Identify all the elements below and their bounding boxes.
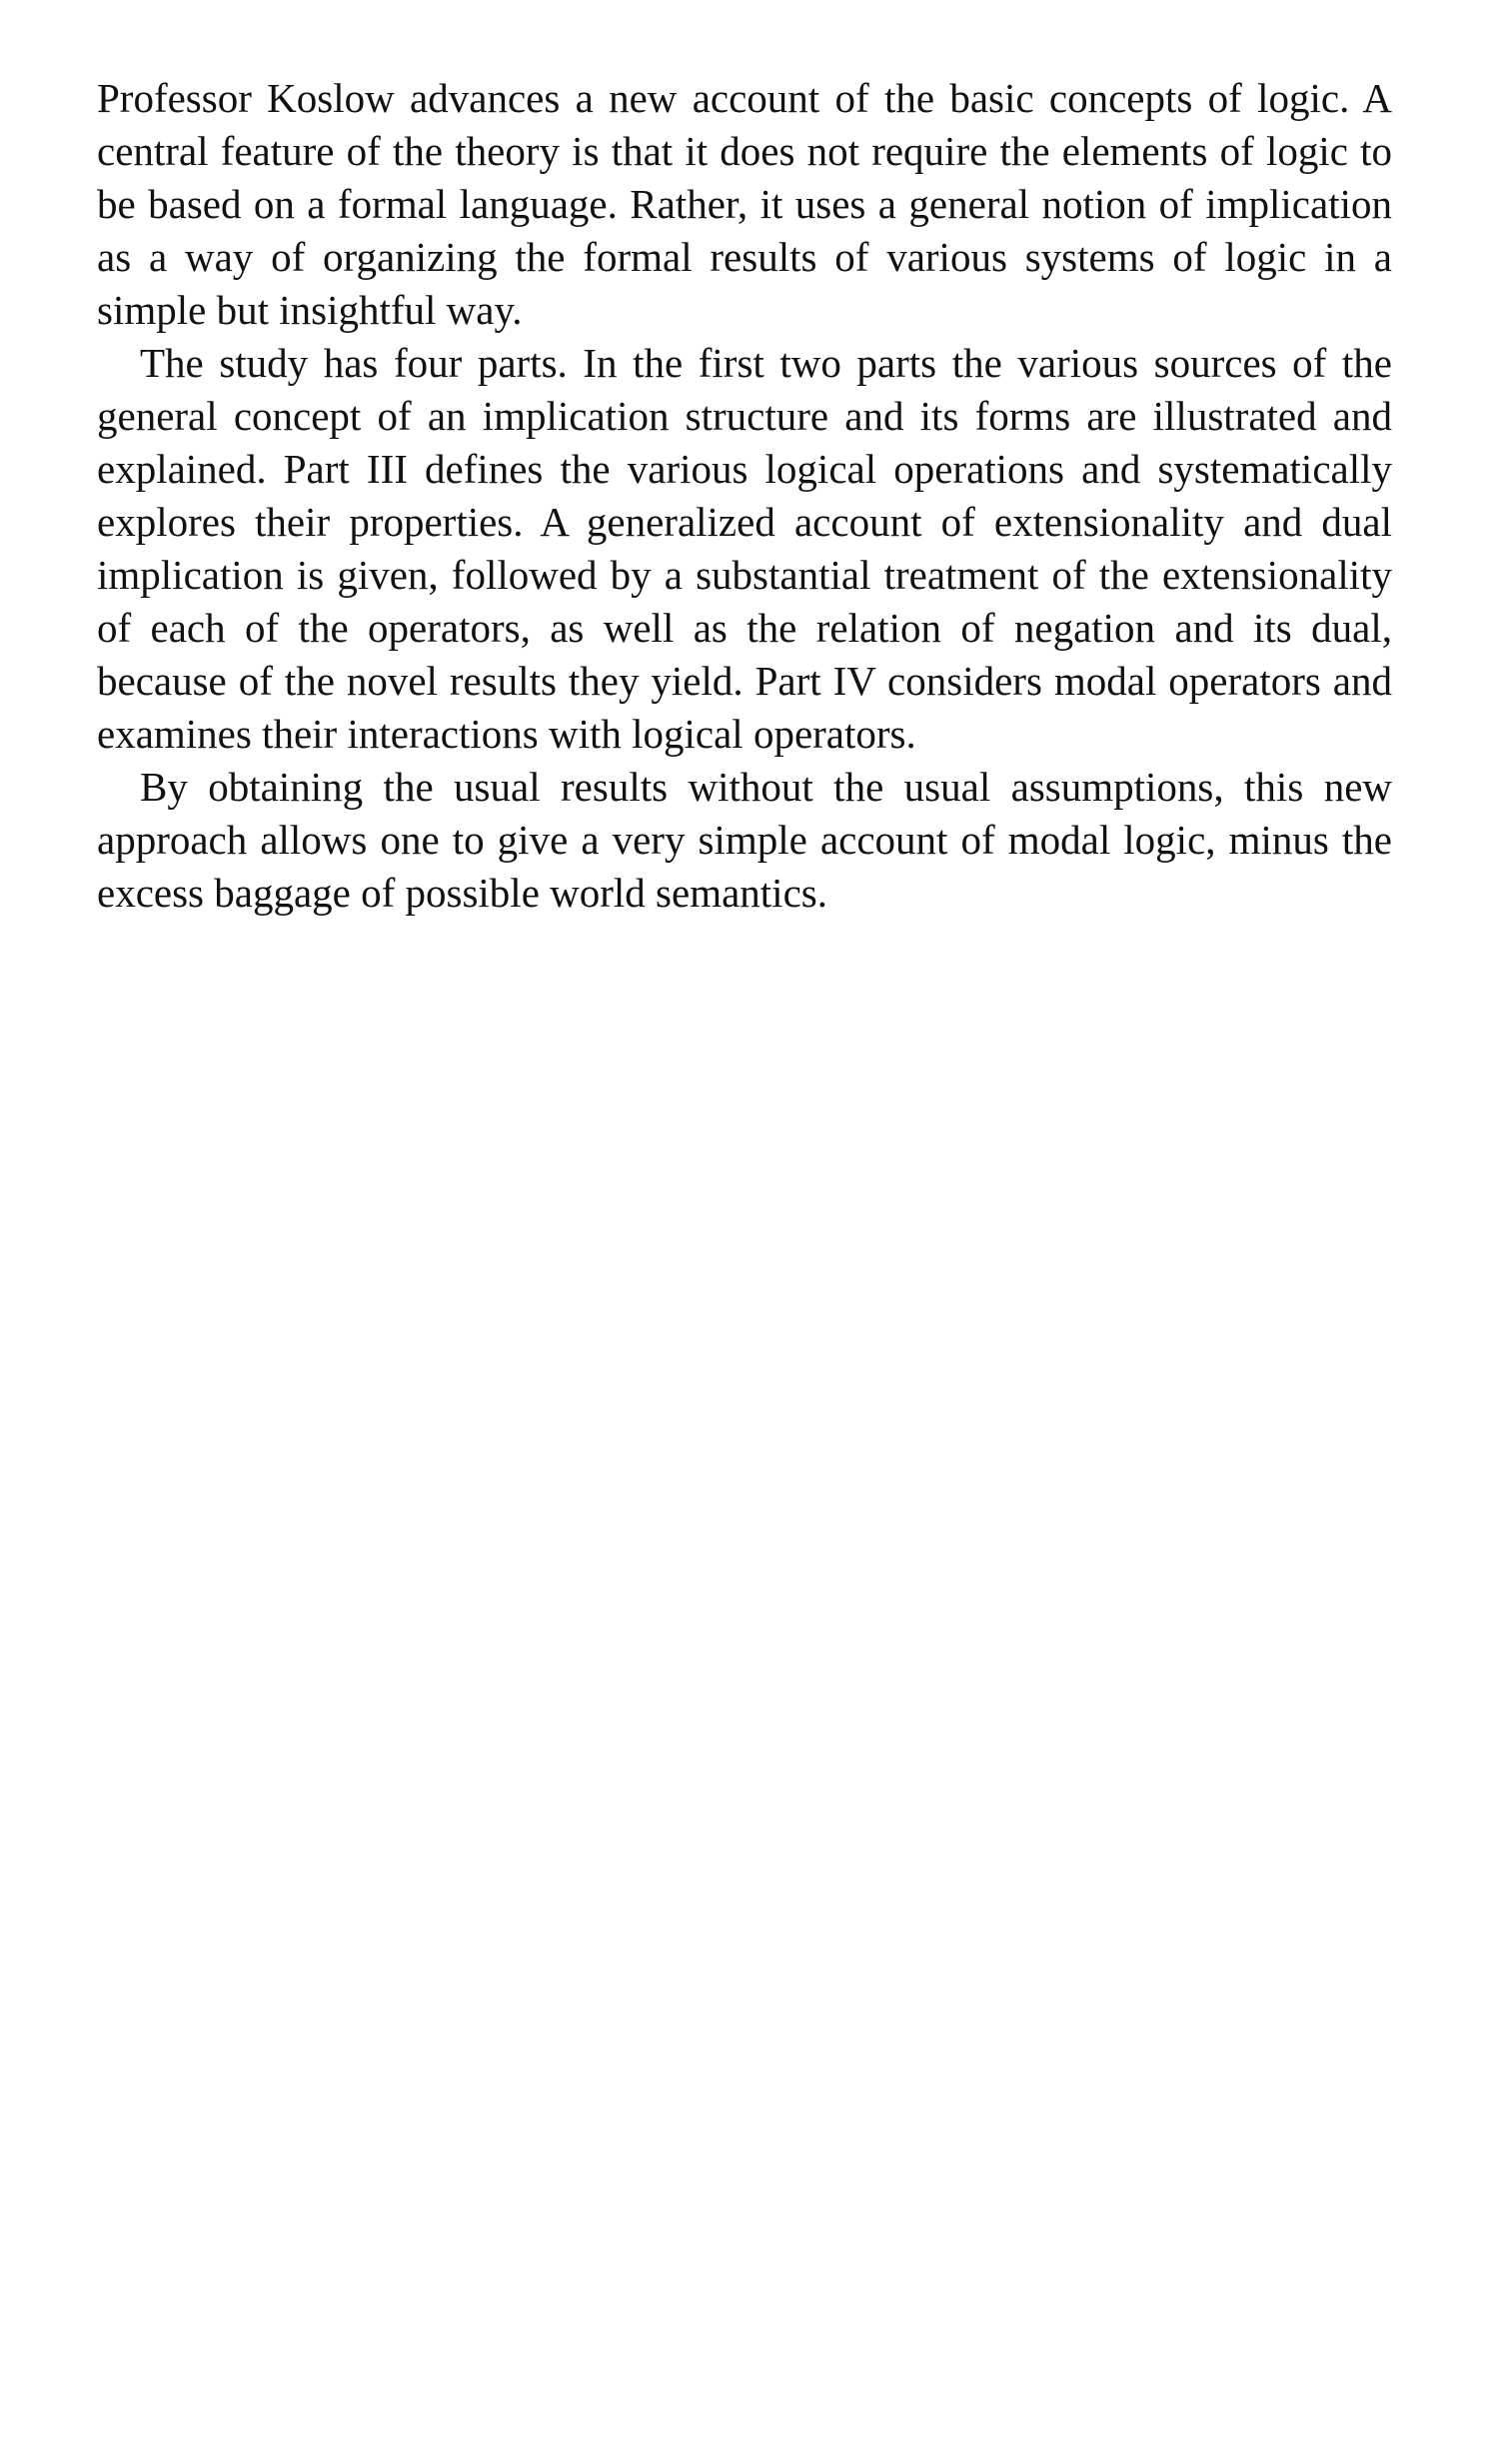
book-description: [97, 72, 1392, 920]
paragraph-structure: The study has four parts. In the first two parts the various sources of the general concept of an implication structure and its forms are illustrated and explained. Part III defines the various logical operations and systematically explores their properties. A generalized account of extensionality and dual implication is given, followed by a substantial treatment of the extensionality of each of the operators, as well as the relation of negation and its dual, because of the novel results they yield. Part IV considers modal operators and examines their interactions with logical operators.: [97, 340, 1392, 757]
paragraph-conclusion: By obtaining the usual results without the usual assumptions, this new approach allows one to give a very simple account of modal logic, minus the excess baggage of possible world semantics.: [97, 764, 1392, 916]
paragraph-intro: Professor Koslow advances a new account of the basic concepts of logic. A central feature of the theory is that it does not require the elements of logic to be based on a formal language. Rather, it uses a general notion of implication as a way of organizing the formal results of various systems of logic in a simple but insightful way.: [97, 75, 1392, 333]
